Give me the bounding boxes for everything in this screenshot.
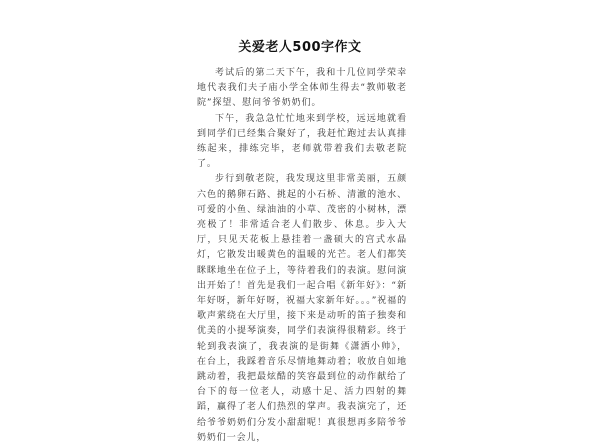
document-title: 关爱老人500字作文: [238, 40, 362, 55]
document-body: [197, 66, 407, 446]
paragraph-3: 步行到敬老院，我发现这里非常美丽，五颜六色的鹅卵石路、挑起的小石桥、清澈的池水、可爱的小鱼、绿油油的小草、茂密的小树林，漂亮极了！非常适合老人们散步、休息。步入大厅，只见天花板上悬挂着一盏硕大的宫式水晶灯，它散发出暖黄色的温暖的光芒。老人们都笑眯眯地坐在位子上，等待着我们的表演。慰问演出开始了！首先是我们一起合唱《新年好》：“新年好呀，新年好呀，祝福大家新年好。。。”祝福的歌声萦绕在大厅里，接下来是动听的笛子独奏和优美的小提琴演奏，同学们表演得很精彩。终于轮到我表演了，我表演的是街舞《潇洒小帅》，在台上，我踩着音乐尽情地舞动着；收放自如地跳动着，我把最炫酷的笑容最到位的动作献给了台下的每一位老人，动感十足、活力四射的舞蹈，赢得了老人们热烈的掌声。我表演完了，还给爷爷奶奶们分发小甜甜呢！真很想再多陪爷爷奶奶们一会儿，: [197, 174, 407, 443]
paragraph-1: 考试后的第二天下午，我和十几位同学荣幸地代表我们夫子庙小学全体师生得去“教师敬老院”探望、慰问爷爷奶奶们。: [197, 68, 407, 109]
paragraph-2: 下午，我急急忙忙地来到学校，远远地就看到同学们已经集合聚好了，我赶忙跑过去认真排练起来，排练完毕，老师就带着我们去敬老院了。: [197, 113, 407, 170]
